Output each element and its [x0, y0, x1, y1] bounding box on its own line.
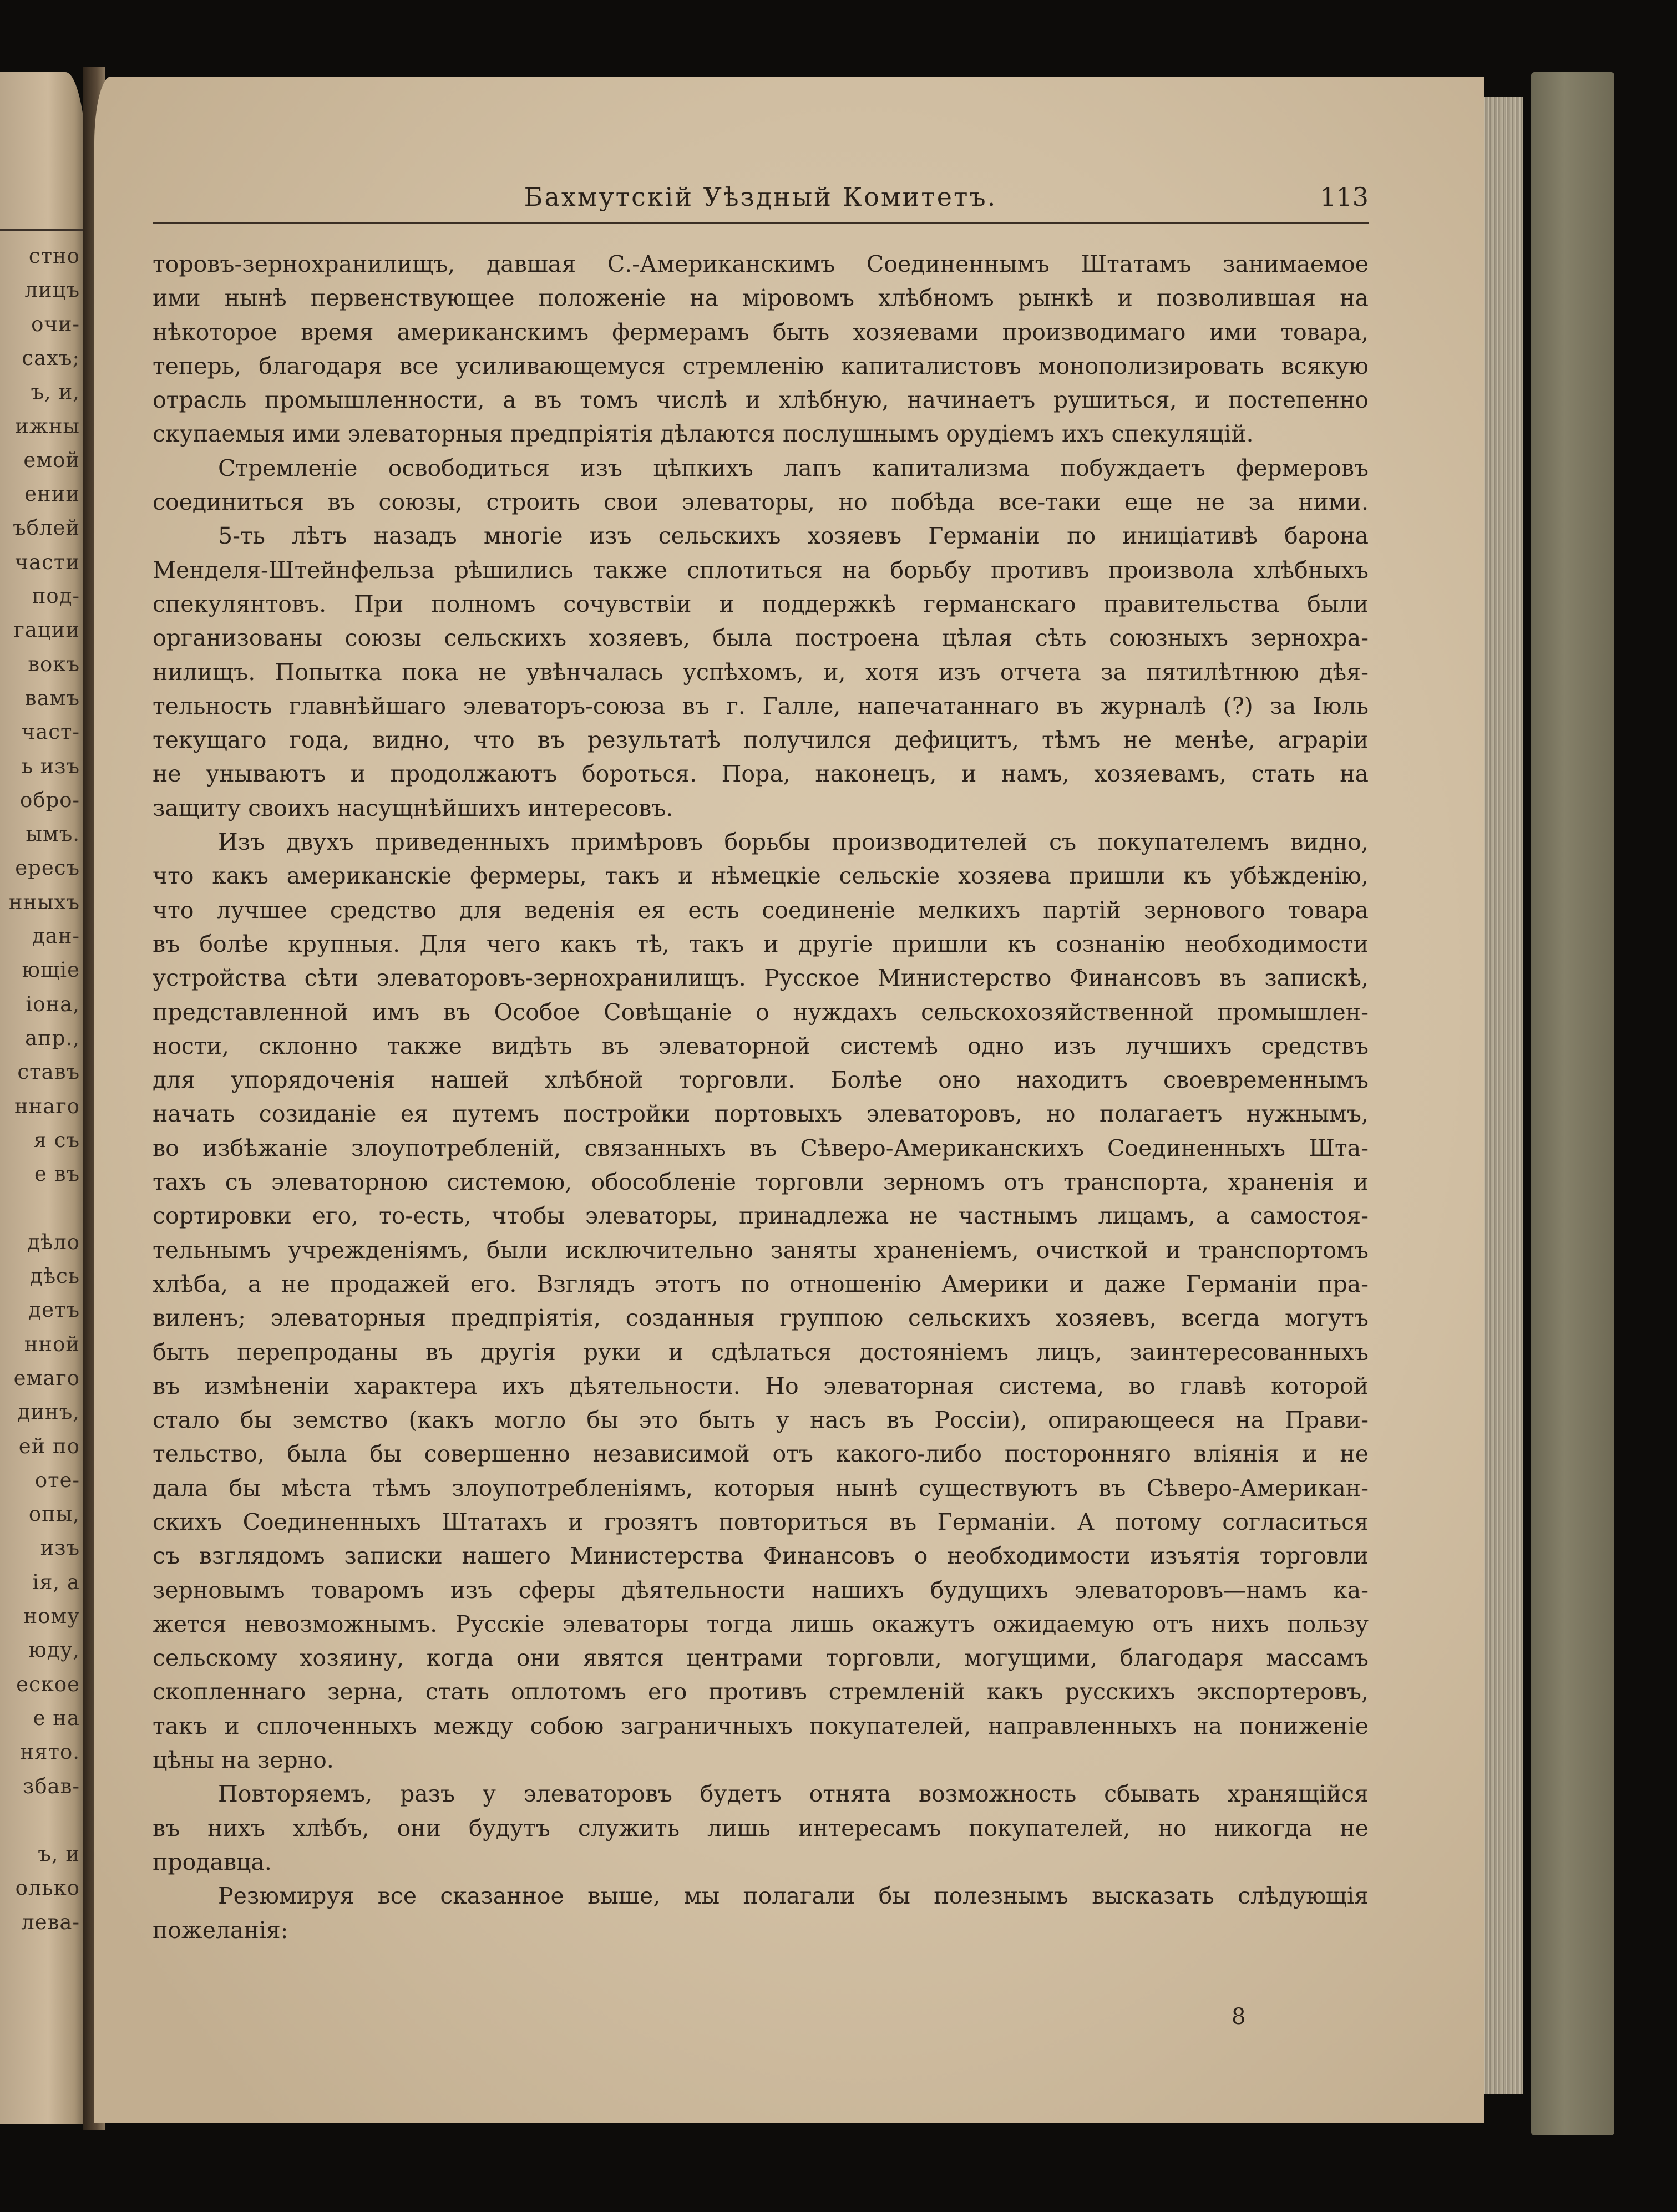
previous-page-line-fragment: ь изъ — [21, 754, 80, 778]
previous-page-line-fragment: опы, — [28, 1502, 80, 1526]
previous-page-line-fragment: детъ — [28, 1298, 80, 1322]
previous-page-line-fragment: обро- — [19, 788, 80, 812]
previous-page-line-fragment: я съ — [33, 1128, 80, 1152]
text-line: тельство, была бы совершенно независимой отъ какого-либо посторонняго вліянія и не — [153, 1440, 1369, 1468]
text-line: Резюмируя все сказанное выше, мы полагали бы полезнымъ высказать слѣдующія — [218, 1883, 1369, 1910]
previous-page-line-fragment: ении — [24, 482, 80, 506]
text-line: въ измѣненіи характера ихъ дѣятельности. Но элеваторная система, во главѣ которой — [153, 1372, 1369, 1399]
previous-page-line-fragment: ересъ — [15, 856, 80, 880]
text-line: скопленнаго зерна, стать оплотомъ его противъ стремленій какъ русскихъ экспортеровъ, — [153, 1678, 1369, 1706]
text-line: ности, склонно также видѣть въ элеваторной системѣ одно изъ лучшихъ средствъ — [153, 1032, 1369, 1059]
previous-page-line-fragment: ъ, и, — [31, 380, 80, 404]
text-line: отрасль промышленности, а въ томъ числѣ и хлѣбную, начинаетъ рушиться, и постепенно — [153, 387, 1369, 414]
text-line: хлѣба, а не продажей его. Взглядъ этотъ по отношенію Америки и даже Германіи пра- — [153, 1270, 1369, 1297]
text-line: нилищъ. Попытка пока не увѣнчалась успѣхомъ, и, хотя изъ отчета за пятилѣтнюю дѣя- — [153, 658, 1369, 686]
previous-page-line-fragment: олько — [15, 1876, 80, 1900]
text-line: жется невозможнымъ. Русскіе элеваторы тогда лишь окажутъ ожидаемую отъ нихъ пользу — [153, 1610, 1369, 1637]
body-text — [153, 247, 1369, 1947]
text-line: такъ и сплоченныхъ между собою заграничныхъ покупателей, направленныхъ на пониженіе — [153, 1712, 1369, 1739]
text-line: не унываютъ и продолжаютъ бороться. Пора, наконецъ, и намъ, хозяевамъ, стать на — [153, 760, 1369, 788]
previous-page-line-fragment: под- — [32, 584, 80, 608]
text-line: во избѣжаніе злоупотребленій, связанныхъ въ Сѣверо-Американскихъ Соединенныхъ Шта- — [153, 1134, 1369, 1161]
text-line: дала бы мѣста тѣмъ злоупотребленіямъ, которыя нынѣ существуютъ въ Сѣверо-Американ- — [153, 1474, 1369, 1501]
text-line: торовъ-зернохранилищъ, давшая С.-Американскимъ Соединеннымъ Штатамъ занимаемое — [153, 251, 1369, 277]
text-line: устройства сѣти элеваторовъ-зернохранилищъ. Русское Министерство Финансовъ въ запискѣ, — [153, 965, 1369, 992]
text-line: виленъ; элеваторныя предпріятія, созданныя группою сельскихъ хозяевъ, всегда могутъ — [153, 1305, 1369, 1332]
previous-page-line-fragment: очи- — [31, 312, 80, 336]
text-line: съ взглядомъ записки нашего Министерства Финансовъ о необходимости изъятія торговли — [153, 1543, 1369, 1570]
previous-page-line-fragment: ей по — [18, 1434, 80, 1458]
previous-page-line-fragment: ному — [23, 1604, 80, 1628]
text-line: тельнымъ учрежденіямъ, были исключительно заняты храненіемъ, очисткой и транспортомъ — [153, 1236, 1369, 1264]
previous-page-line-fragment: е на — [33, 1706, 80, 1730]
text-line: Повторяемъ, разъ у элеваторовъ будетъ отнята возможность сбывать хранящійся — [218, 1780, 1369, 1808]
text-line: зерновымъ товаромъ изъ сферы дѣятельности нашихъ будущихъ элеваторовъ—намъ ка- — [153, 1576, 1369, 1604]
signature-mark: 8 — [1232, 2004, 1246, 2030]
previous-page-line-fragment: ющіе — [22, 958, 80, 982]
text-line: начать созиданіе ея путемъ постройки портовыхъ элеваторовъ, но полагаетъ нужнымъ, — [153, 1100, 1369, 1128]
previous-page-line-fragment: дан- — [32, 924, 80, 948]
previous-page-line-fragment: нной — [24, 1332, 80, 1356]
text-line: сельскому хозяину, когда они явятся центрами торговли, могущими, благодаря массамъ — [153, 1645, 1369, 1672]
text-line: въ болѣе крупныя. Для чего какъ тѣ, такъ и другіе пришли къ сознанію необходимости — [153, 930, 1369, 957]
text-line: ими нынѣ первенствующее положеніе на міровомъ хлѣбномъ рынкѣ и позволившая на — [153, 285, 1369, 312]
text-line: скупаемыя ими элеваторныя предпріятія дѣлаются послушнымъ орудіемъ ихъ спекуляцій. — [153, 420, 1254, 448]
previous-page-line-fragment: динъ, — [17, 1400, 80, 1424]
text-line: сортировки его, то-есть, чтобы элеваторы, принадлежа не частнымъ лицамъ, а самостоя- — [153, 1203, 1369, 1230]
text-line: организованы союзы сельскихъ хозяевъ, была построена цѣлая сѣть союзныхъ зернохра- — [153, 625, 1369, 652]
text-line: Изъ двухъ приведенныхъ примѣровъ борьбы производителей съ покупателемъ видно, — [218, 829, 1369, 856]
previous-page-line-fragment: ставъ — [17, 1060, 80, 1084]
text-line: что какъ американскіе фермеры, такъ и нѣмецкіе сельскіе хозяева пришли къ убѣжденію, — [153, 863, 1369, 890]
previous-page-line-fragment: лева- — [21, 1910, 80, 1934]
page-header — [153, 182, 1369, 226]
previous-page-line-fragment: ижны — [15, 414, 80, 438]
text-line: спекулянтовъ. При полномъ сочувствіи и поддержкѣ германскаго правительства были — [153, 590, 1369, 617]
page-number: 113 — [1320, 182, 1369, 212]
previous-page-line-fragment: ъ, и — [38, 1842, 80, 1866]
previous-page-line-fragment: нято. — [20, 1740, 80, 1764]
previous-page-line-fragment: част- — [21, 720, 80, 744]
previous-page-line-fragment: гации — [13, 618, 80, 642]
previous-page-line-fragment: збав- — [23, 1774, 80, 1798]
previous-page-fragment — [0, 72, 88, 2124]
previous-page-header-rule — [0, 229, 88, 231]
text-line: соединиться въ союзы, строить свои элеваторы, но побѣда все-таки еще не за ними. — [153, 489, 1369, 516]
previous-page-line-fragment: еское — [16, 1672, 80, 1696]
text-line: представленной имъ въ Особое Совѣщаніе о нуждахъ сельскохозяйственной промышлен- — [153, 998, 1369, 1026]
previous-page-line-fragment: е въ — [34, 1162, 80, 1186]
text-line: текущаго года, видно, что въ результатѣ получился дефицитъ, тѣмъ не менѣе, аграріи — [153, 727, 1369, 754]
previous-page-line-fragment: стно — [28, 244, 80, 268]
text-line: пожеланія: — [153, 1916, 288, 1944]
text-line: Менделя-Штейнфельза рѣшились также сплотиться на борьбу противъ произвола хлѣбныхъ — [153, 556, 1369, 584]
text-line: скихъ Соединенныхъ Штатахъ и грозятъ повториться въ Германіи. А потому согласиться — [153, 1508, 1369, 1535]
text-line: теперь, благодаря все усиливающемуся стремленію капиталистовъ монополизировать всякую — [153, 352, 1369, 379]
book-page — [94, 77, 1484, 2123]
previous-page-line-fragment: емой — [23, 448, 80, 472]
text-line: нѣкоторое время американскимъ фермерамъ быть хозяевами производимаго ими товара, — [153, 318, 1369, 346]
text-line: что лучшее средство для веденія ея есть соединеніе мелкихъ партій зернового товара — [153, 896, 1369, 924]
previous-page-line-fragment: юду, — [28, 1638, 80, 1662]
previous-page-line-fragment: лицъ — [24, 278, 80, 302]
previous-page-line-fragment: вокъ — [28, 652, 80, 676]
previous-page-line-fragment: дѣсь — [30, 1264, 80, 1288]
page-block-edges — [1478, 97, 1523, 2094]
previous-page-line-fragment: емаго — [13, 1366, 80, 1390]
text-line: цѣны на зерно. — [153, 1747, 334, 1774]
text-line: 5-ть лѣтъ назадъ многіе изъ сельскихъ хозяевъ Германіи по иниціативѣ барона — [218, 522, 1369, 550]
text-line: тахъ съ элеваторною системою, обособленіе торговли зерномъ отъ транспорта, храненія и — [153, 1169, 1369, 1196]
text-line: Стремленіе освободиться изъ цѣпкихъ лапъ капитализма побуждаетъ фермеровъ — [218, 454, 1369, 481]
previous-page-line-fragment: дѣло — [27, 1230, 80, 1254]
previous-page-line-fragment: вамъ — [24, 686, 80, 710]
previous-page-line-fragment: апр., — [25, 1026, 80, 1050]
previous-page-line-fragment: іона, — [26, 992, 80, 1016]
previous-page-line-fragment: нныхъ — [8, 890, 80, 914]
text-line: быть перепроданы въ другія руки и сдѣлаться достояніемъ лицъ, заинтересованныхъ — [153, 1338, 1369, 1366]
previous-page-line-fragment: ъблей — [13, 516, 80, 540]
header-rule — [153, 222, 1369, 224]
previous-page-line-fragment: сахъ; — [22, 346, 80, 370]
text-line: тельность главнѣйшаго элеваторъ-союза въ г. Галле, напечатаннаго въ журналѣ (?) за Іюль — [153, 692, 1369, 719]
previous-page-line-fragment: ія, а — [32, 1570, 80, 1594]
text-line: защиту своихъ насущнѣйшихъ интересовъ. — [153, 794, 673, 821]
text-line: для упорядоченія нашей хлѣбной торговли. Болѣе оно находитъ своевременнымъ — [153, 1067, 1369, 1094]
previous-page-line-fragment: ннаго — [14, 1094, 80, 1118]
previous-page-line-fragment: изъ — [40, 1536, 80, 1560]
previous-page-line-fragment: ымъ. — [26, 822, 80, 846]
book-cover-edge — [1531, 72, 1614, 2135]
running-title: Бахмутскій Уѣздный Комитетъ. — [524, 182, 997, 212]
previous-page-line-fragment: оте- — [34, 1468, 80, 1492]
text-line: продавца. — [153, 1848, 272, 1875]
text-line: стало бы земство (какъ могло бы это быть у насъ въ Россіи), опирающееся на Прави- — [153, 1407, 1369, 1434]
previous-page-line-fragment: части — [14, 550, 80, 574]
text-line: въ нихъ хлѣбъ, они будутъ служить лишь интересамъ покупателей, но никогда не — [153, 1814, 1369, 1841]
